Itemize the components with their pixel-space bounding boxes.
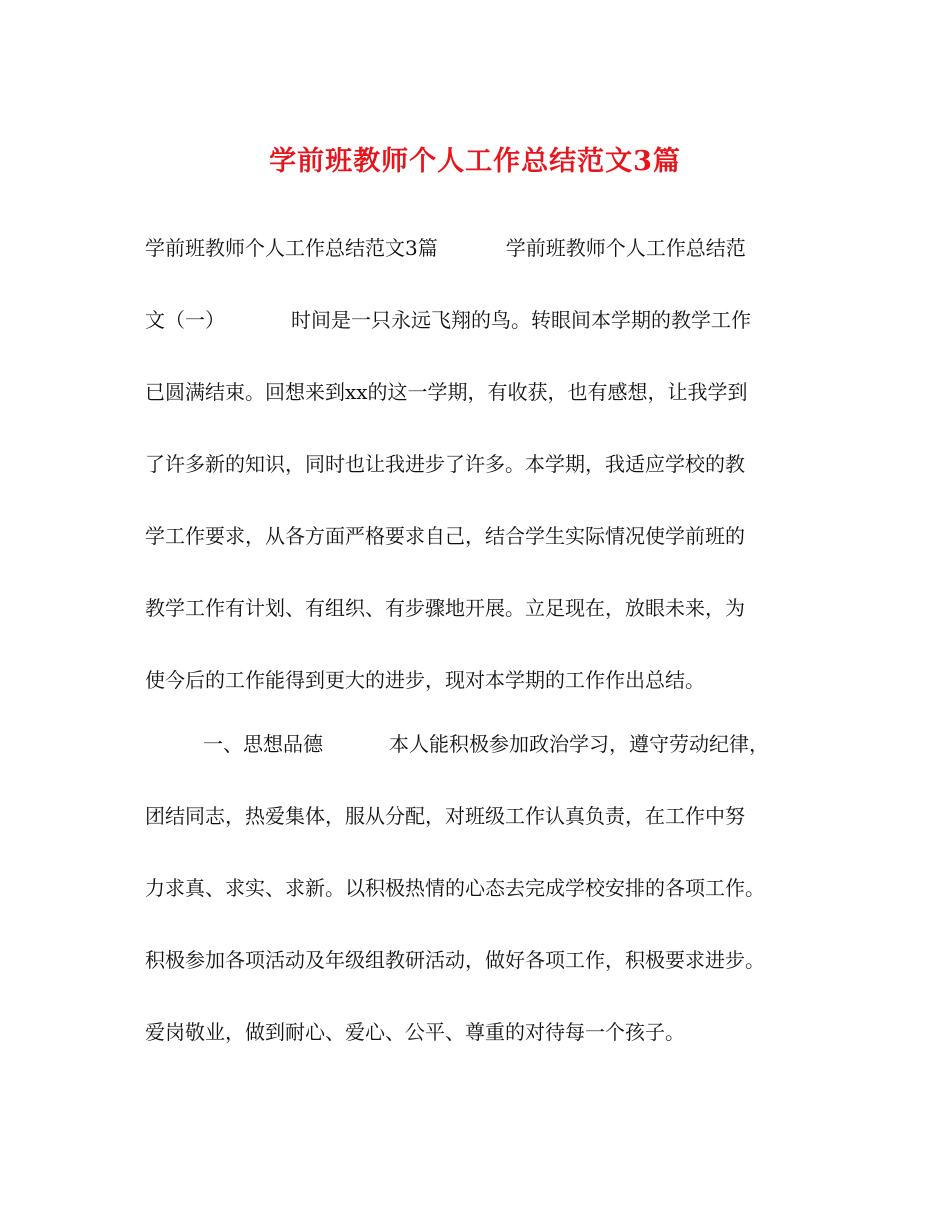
body-line-2 xyxy=(145,305,751,335)
line-8-part-2: 本人能积极参加政治学习，遵守劳动纪律， xyxy=(389,732,769,756)
line-1-part-2: 学前班教师个人工作总结范 xyxy=(505,236,746,260)
body-line-11: 积极参加各项活动及年级组教研活动，做好各项工作，积极要求进步。 xyxy=(145,948,765,972)
body-line-3: 已圆满结束。回想来到xx的这一学期，有收获，也有感想，让我学到 xyxy=(145,380,748,404)
body-line-9: 团结同志，热爱集体，服从分配，对班级工作认真负责，在工作中努 xyxy=(145,804,745,828)
line-1-part-1: 学前班教师个人工作总结范文3篇 xyxy=(145,236,438,260)
body-line-12: 爱岗敬业，做到耐心、爱心、公平、尊重的对待每一个孩子。 xyxy=(145,1020,685,1044)
body-line-10: 力求真、求实、求新。以积极热情的心态去完成学校安排的各项工作。 xyxy=(145,876,765,900)
body-line-8 xyxy=(203,729,769,759)
body-line-7: 使今后的工作能得到更大的进步，现对本学期的工作作出总结。 xyxy=(145,668,705,692)
body-line-5: 学工作要求，从各方面严格要求自己，结合学生实际情况使学前班的 xyxy=(145,524,745,548)
body-line-1 xyxy=(145,233,746,263)
section-heading-1: 一、思想品德 xyxy=(203,732,323,756)
line-2-part-2: 时间是一只永远飞翔的鸟。转眼间本学期的教学工作 xyxy=(291,308,751,332)
body-line-4: 了许多新的知识，同时也让我进步了许多。本学期，我适应学校的教 xyxy=(145,452,745,476)
line-2-part-1: 文（一） xyxy=(145,308,225,332)
document-title: 学前班教师个人工作总结范文3篇 xyxy=(269,146,681,177)
body-line-6: 教学工作有计划、有组织、有步骤地开展。立足现在，放眼未来，为 xyxy=(145,596,745,620)
